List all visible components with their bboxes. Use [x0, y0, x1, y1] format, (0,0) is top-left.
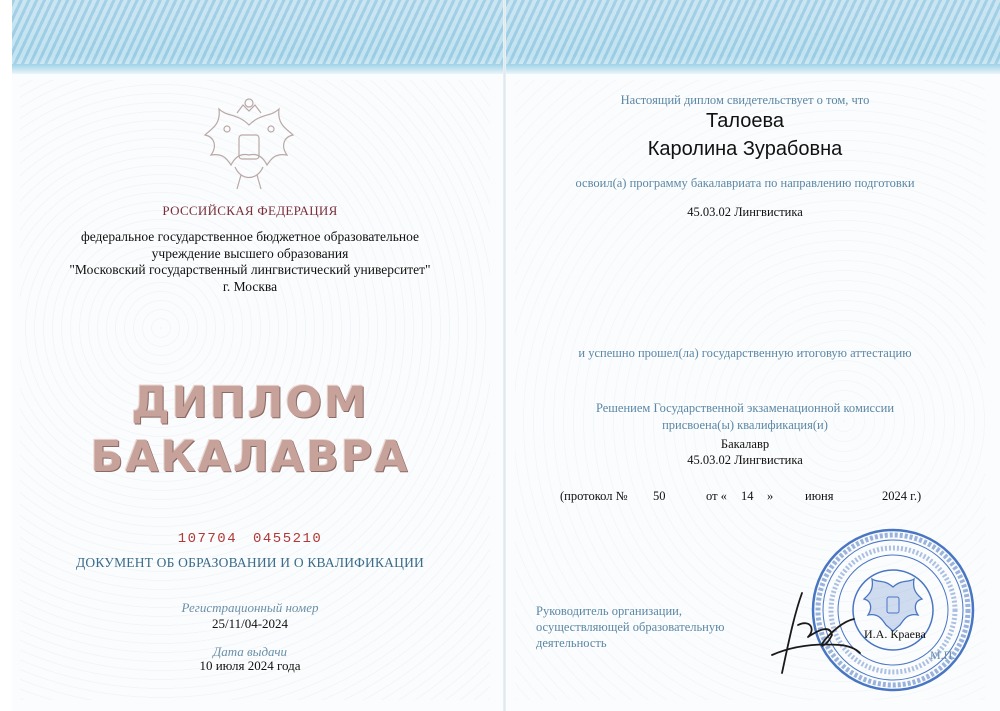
- signer-name: И.А. Краева: [864, 627, 926, 641]
- registration-label: Регистрационный номер: [181, 600, 319, 615]
- program-name: 45.03.02 Лингвистика: [687, 205, 803, 219]
- serial-number: 107704 0455210: [177, 531, 323, 547]
- qualification-program: 45.03.02 Лингвистика: [687, 453, 803, 467]
- institution-line: учреждение высшего образования: [151, 245, 349, 261]
- issue-date-label: Дата выдачи: [212, 644, 288, 659]
- graduate-given-names: Каролина Зурабовна: [647, 138, 843, 160]
- document-type: ДОКУМЕНТ ОБ ОБРАЗОВАНИИ И О КВАЛИФИКАЦИИ: [76, 555, 424, 570]
- qualification: Бакалавр: [720, 437, 770, 451]
- protocol-from: от «: [706, 489, 727, 503]
- institution-line: федеральное государственное бюджетное образовательное: [80, 229, 419, 244]
- protocol-close-quote: »: [767, 489, 774, 503]
- header-security-band: [12, 0, 1000, 70]
- seal-place-mark: М.П.: [930, 648, 956, 662]
- institution-line: "Московский государственный лингвистический университет": [69, 262, 431, 277]
- protocol-day: 14: [741, 489, 754, 503]
- head-label-line: деятельность: [536, 636, 607, 650]
- header-band-edge: [12, 64, 1000, 74]
- head-label-line: осуществляющей образовательную: [536, 620, 725, 634]
- issue-date: 10 июля 2024 года: [199, 658, 301, 673]
- protocol-month: июня: [805, 489, 834, 503]
- program-statement: освоил(а) программу бакалавриата по направлению подготовки: [575, 176, 915, 190]
- institution-name: [40, 229, 460, 295]
- commission-decision-line1: Решением Государственной экзаменационной комиссии: [595, 401, 895, 415]
- institution-city: г. Москва: [222, 278, 278, 294]
- scan-edge: [0, 0, 12, 711]
- commission-decision-line2: присвоена(ы) квалификация(и): [662, 418, 828, 432]
- head-of-organization-label: [536, 603, 766, 651]
- eagle-emblem-icon: [197, 95, 301, 199]
- handwritten-signature: [760, 585, 870, 680]
- head-label-line: Руководитель организации,: [536, 604, 682, 618]
- registration-number: 25/11/04-2024: [211, 616, 289, 631]
- graduate-surname: Талоева: [705, 110, 785, 132]
- protocol-year: 2024 г.): [882, 489, 922, 503]
- page-fold: [503, 0, 506, 711]
- intro-text: Настоящий диплом свидетельствует о том, что: [620, 93, 870, 107]
- protocol-open: (протокол №: [560, 489, 628, 503]
- diploma-title-line1: ДИПЛОМ: [131, 378, 369, 428]
- diploma-title-line2: БАКАЛАВРА: [90, 432, 410, 482]
- protocol-number: 50: [653, 489, 666, 503]
- attestation-statement: и успешно прошел(ла) государственную итоговую аттестацию: [578, 346, 912, 360]
- country-name: РОССИЙСКАЯ ФЕДЕРАЦИЯ: [162, 203, 338, 218]
